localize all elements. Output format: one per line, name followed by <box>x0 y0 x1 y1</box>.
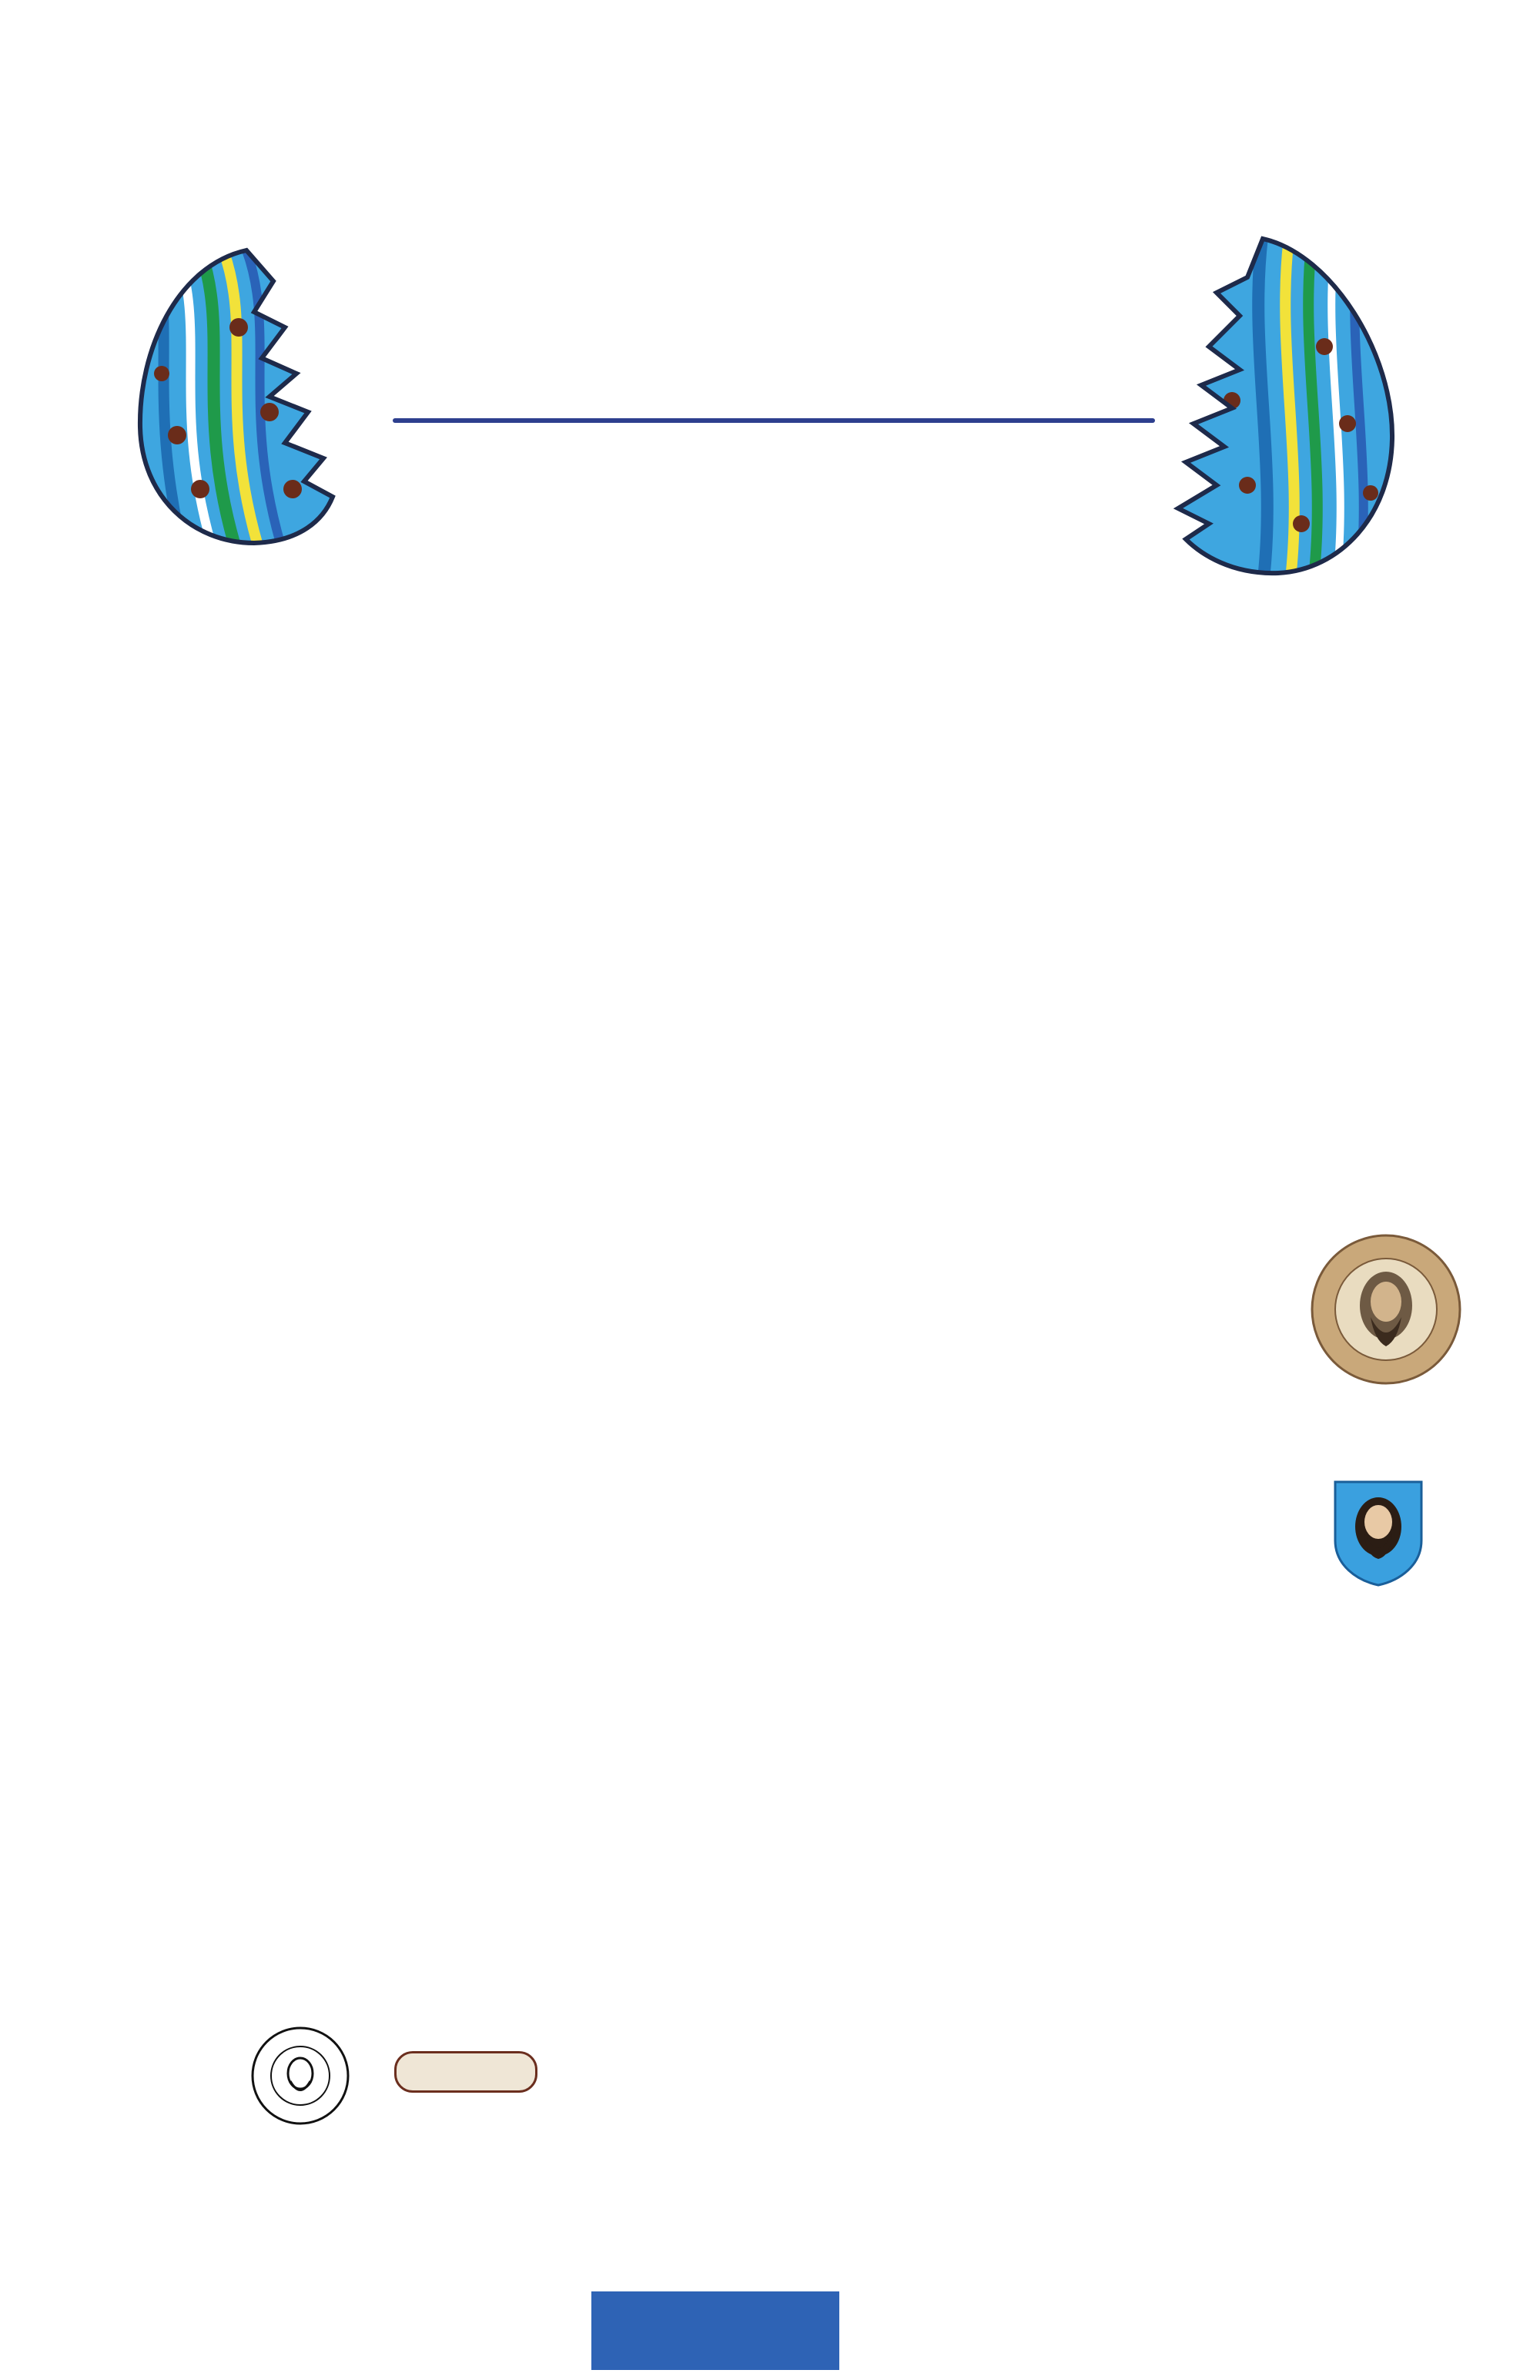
title-underline <box>393 418 1155 423</box>
city-coat-of-arms-logo <box>1332 1479 1424 1587</box>
naszemiasto-logo <box>591 2291 839 2370</box>
parish-seal-logo <box>250 2026 350 2126</box>
bottom-egg-border <box>0 2018 1540 2249</box>
braks-logo <box>394 2051 537 2093</box>
top-egg-border <box>0 0 1540 246</box>
cracked-egg-left-illustration <box>131 235 377 558</box>
organizer-seal-logo <box>1309 1232 1463 1386</box>
cracked-egg-right-illustration <box>1147 231 1409 585</box>
